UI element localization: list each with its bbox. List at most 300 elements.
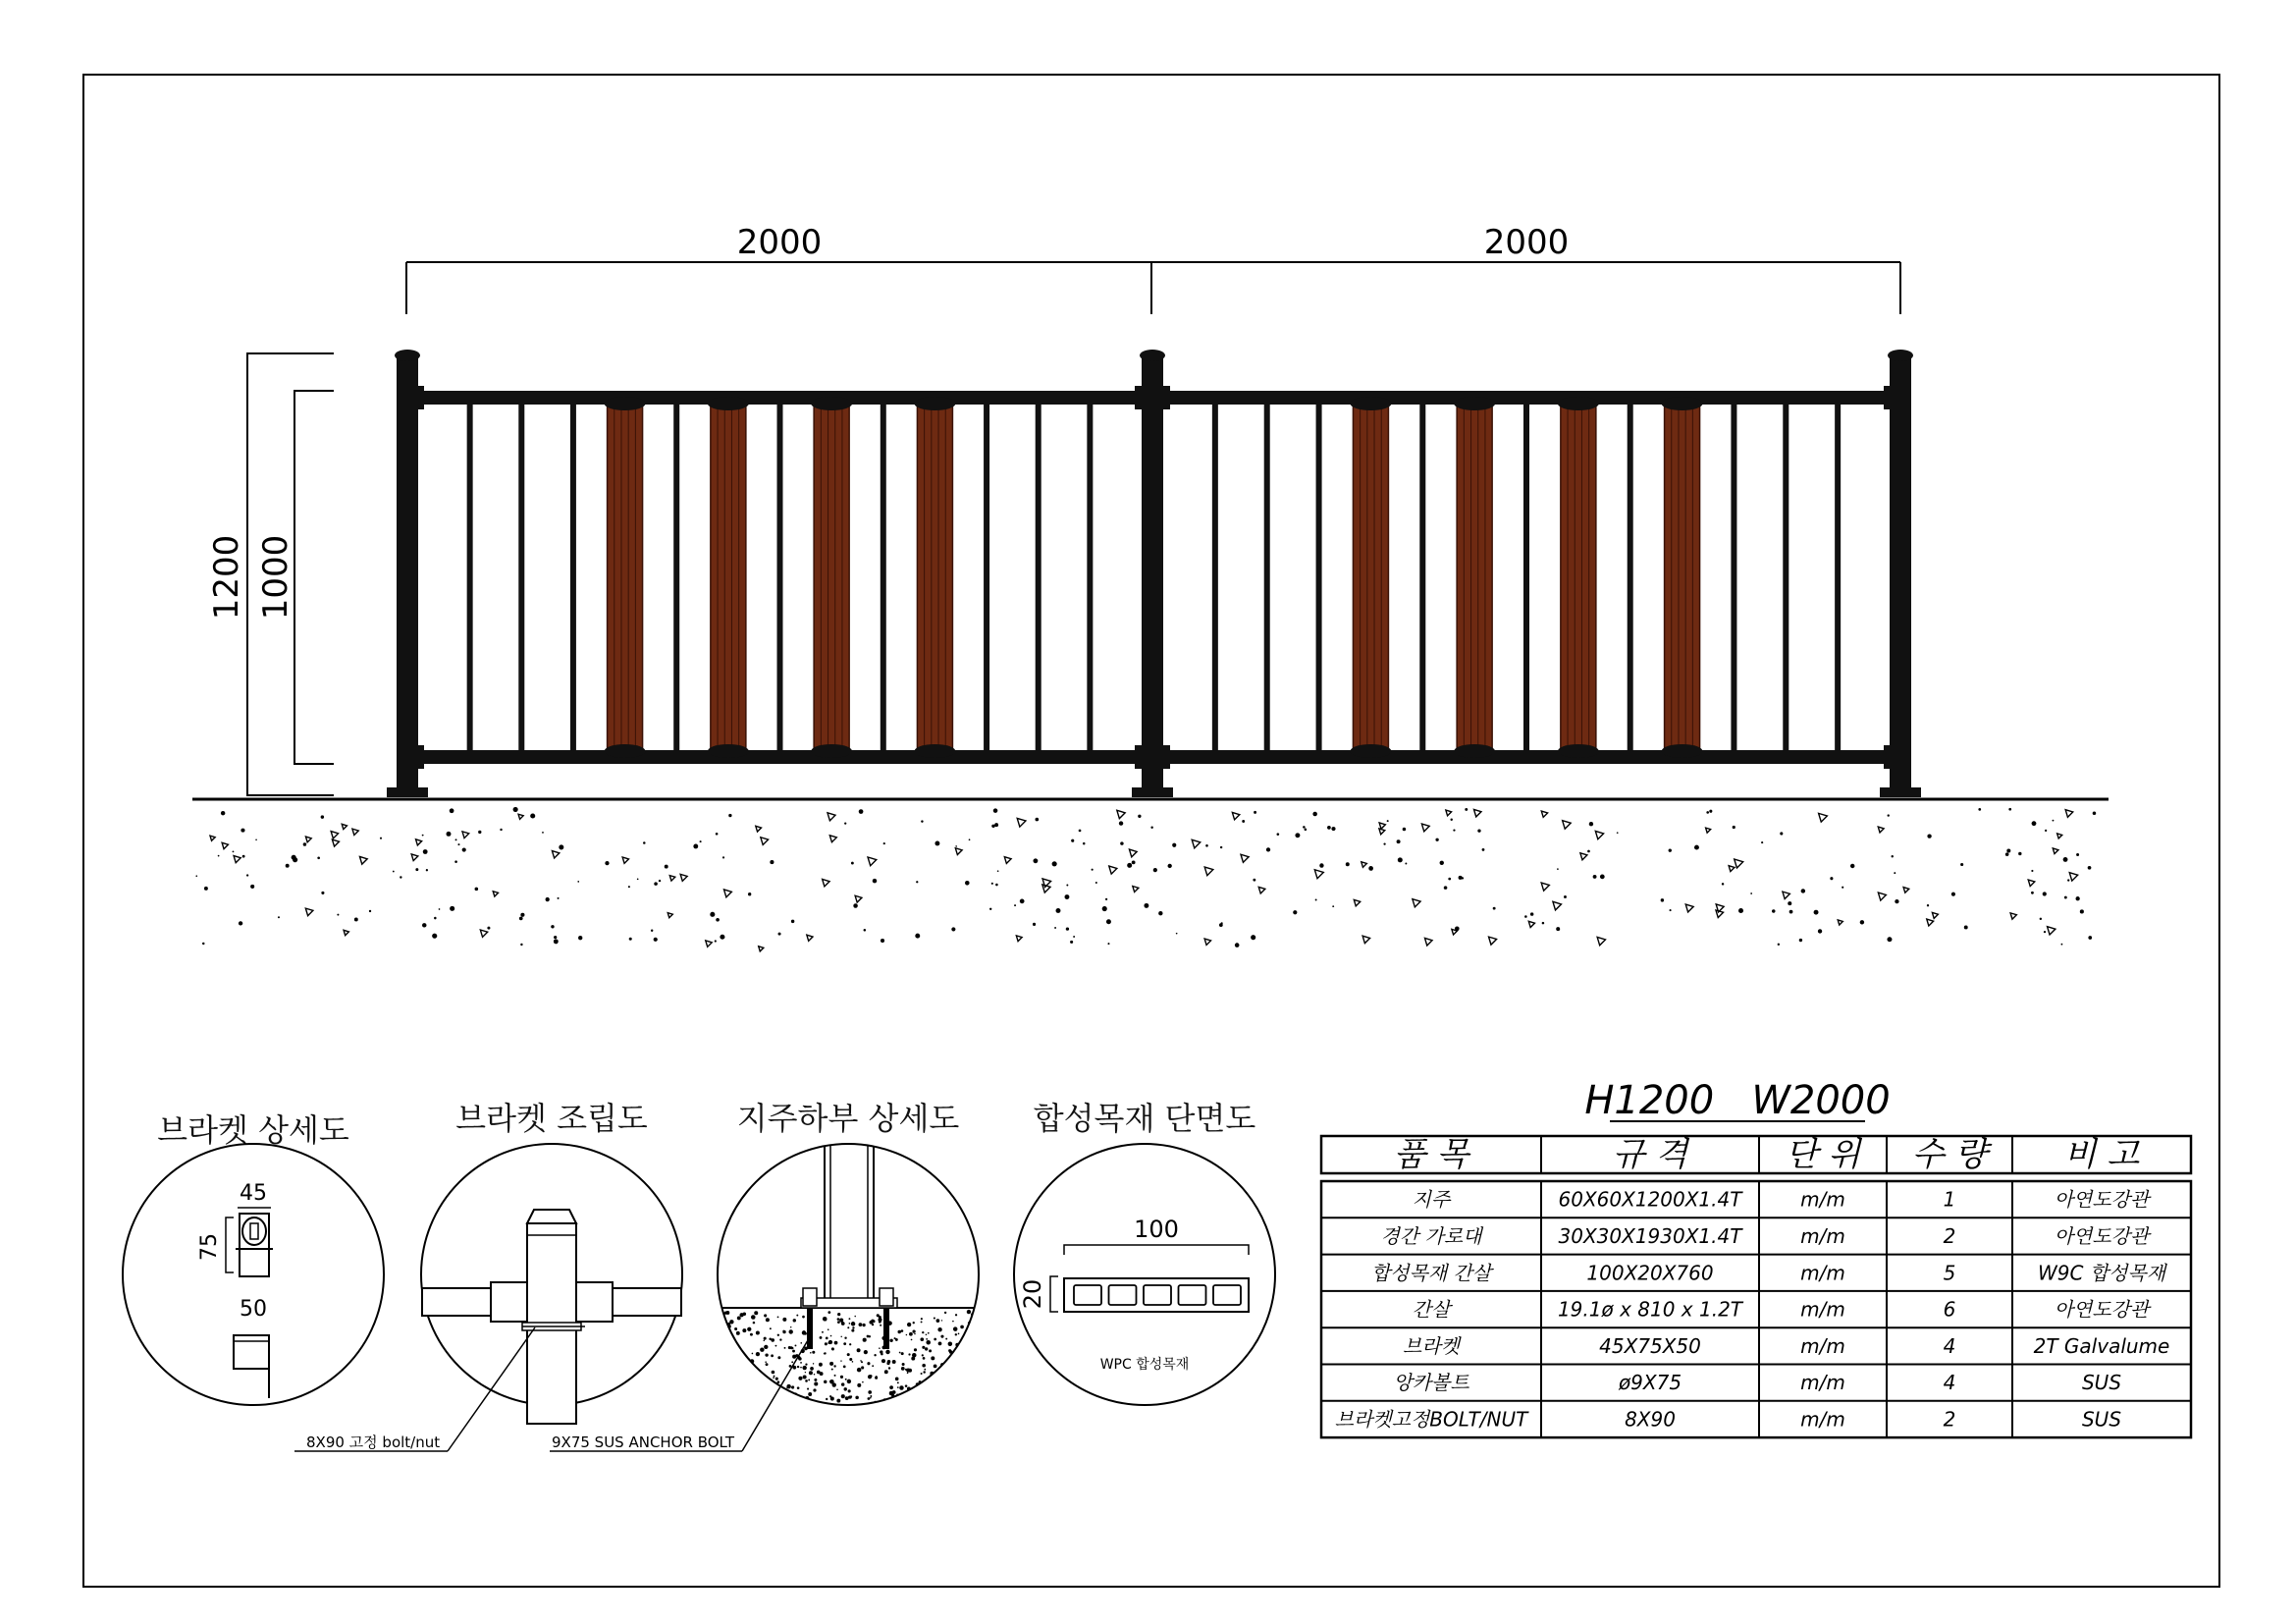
concrete-dot [736,1389,739,1392]
aggregate-dot [997,870,999,872]
concrete-dot [847,1326,849,1328]
aggregate-dot [778,933,781,936]
aggregate-dot [1092,869,1094,871]
concrete-dot [721,1372,723,1374]
concrete-dot [897,1381,899,1383]
concrete-dot [769,1338,772,1341]
concrete-dot [869,1414,872,1417]
concrete-dot [761,1406,763,1408]
aggregate-dot [1107,943,1109,945]
aggregate-stone [761,838,769,845]
aggregate-dot [1205,844,1208,847]
steel-picket [1316,405,1322,750]
concrete-dot [895,1417,898,1420]
aggregate-dot [1014,904,1016,906]
aggregate-dot [1020,899,1025,904]
concrete-dot [751,1370,754,1373]
aggregate-dot [2043,892,2047,895]
aggregate-dot [1888,814,1890,816]
concrete-dot [774,1376,775,1378]
spec-cell: m/m [1800,1261,1845,1285]
concrete-dot [969,1328,971,1330]
concrete-dot [940,1335,943,1338]
aggregate-dot [1073,936,1075,938]
concrete-dot [782,1330,784,1332]
aggregate-dot [859,809,864,814]
concrete-dot [897,1386,899,1388]
concrete-dot [805,1363,807,1365]
concrete-dot [976,1340,979,1343]
concrete-dot [944,1312,946,1314]
concrete-dot [843,1366,846,1369]
concrete-dot [791,1361,793,1363]
concrete-dot [712,1391,716,1395]
spec-text [1335,1135,2170,1431]
aggregate-stone [1528,921,1534,927]
concrete-dot [789,1408,792,1411]
aggregate-dot [542,832,544,834]
concrete-dot [898,1418,900,1420]
aggregate-dot [221,811,225,815]
concrete-dot [831,1369,833,1371]
aggregate-stone [2048,927,2056,935]
concrete-dot [963,1414,967,1418]
aggregate-stone [1204,867,1213,876]
concrete-dot [981,1355,985,1359]
aggregate-dot [1036,818,1040,822]
aggregate-dot [1220,846,1222,848]
span-dimension [406,223,1900,314]
concrete-dot [862,1324,865,1326]
aggregate-dot [1254,811,1256,814]
concrete-dot [928,1396,930,1398]
concrete-dot [810,1352,812,1354]
concrete-dot [958,1410,960,1412]
spec-cell: m/m [1800,1407,1845,1432]
aggregate-dot [426,869,428,871]
spec-cell: SUS [2081,1407,2122,1432]
concrete-dot [978,1354,980,1356]
steel-picket [1212,405,1218,750]
concrete-dot [921,1373,923,1375]
aggregate-dot [1524,915,1527,918]
concrete-dot [814,1374,815,1375]
concrete-dot [765,1354,768,1357]
concrete-dot [849,1358,852,1361]
aggregate-dot [1895,899,1898,903]
concrete-dot [912,1416,915,1419]
aggregate-stone [1241,854,1249,862]
steel-picket [1835,405,1841,750]
concrete-dot [737,1354,739,1356]
aggregate-dot [2032,821,2037,826]
concrete-dot [986,1387,988,1390]
aggregate-dot [2005,852,2009,856]
concrete-dot [800,1367,802,1369]
concrete-dot [809,1412,813,1416]
height-dim-1200: 1200 [207,534,246,621]
concrete-dot [786,1387,787,1388]
concrete-dot [901,1410,903,1412]
aggregate-dot [1818,929,1822,933]
aggregate-dot [1462,877,1464,879]
concrete-dot [764,1337,767,1340]
aggregate-stone [1452,929,1458,935]
concrete-dot [723,1382,726,1385]
aggregate-stone [1541,883,1549,891]
aggregate-stone [1783,892,1789,898]
concrete-dot [857,1368,862,1373]
concrete-dot [775,1378,778,1380]
concrete-dot [718,1354,721,1357]
aggregate-dot [204,887,208,891]
aggregate-dot [1168,864,1172,868]
spec-cell: SUS [2081,1371,2122,1395]
concrete-dot [716,1330,719,1333]
aggregate-dot [500,829,502,831]
aggregate-dot [715,940,717,942]
concrete-dot [764,1395,767,1398]
concrete-dot [892,1360,896,1364]
concrete-dot [872,1365,874,1367]
aggregate-dot [520,913,524,917]
concrete-dot [807,1388,809,1390]
concrete-dot [749,1376,751,1378]
aggregate-dot [1095,882,1097,884]
aggregate-dot [239,921,242,925]
aggregate-dot [1589,822,1593,826]
aggregate-dot [1557,868,1559,870]
wpc-picket [605,397,646,758]
aggregate-dot [1706,811,1709,814]
spec-cell: m/m [1800,1187,1845,1212]
concrete-dot [950,1372,953,1375]
concrete-dot [754,1410,758,1414]
concrete-dot [723,1392,725,1394]
concrete-dot [955,1314,957,1316]
aggregate-stone [667,913,672,918]
aggregate-stone [2065,810,2073,818]
concrete-dot [744,1383,748,1387]
concrete-dot [802,1366,806,1370]
aggregate-dot [1661,898,1664,901]
concrete-dot [790,1326,791,1327]
concrete-dot [851,1322,855,1325]
concrete-dot [949,1363,952,1366]
concrete-dot [797,1386,800,1389]
concrete-dot [813,1388,816,1391]
concrete-dot [949,1403,951,1405]
concrete-dot [943,1374,946,1377]
aggregate-dot [722,856,724,858]
concrete-dot [980,1403,983,1406]
aggregate-dot [2040,918,2042,920]
aggregate-stone [759,947,764,951]
concrete-dot [806,1411,808,1413]
concrete-dot [750,1333,753,1336]
concrete-dot [730,1374,732,1376]
concrete-dot [736,1331,740,1335]
aggregate-stone [1595,831,1603,839]
aggregate-dot [1303,826,1306,829]
concrete-dot [899,1352,901,1354]
concrete-dot [953,1369,957,1373]
aggregate-dot [693,844,698,849]
concrete-dot [926,1333,928,1335]
aggregate-dot [380,838,382,839]
concrete-dot [870,1375,873,1378]
concrete-dot [823,1317,828,1322]
concrete-dot [952,1321,954,1323]
concrete-dot [978,1346,980,1348]
concrete-dot [799,1409,802,1412]
concrete-dot [711,1328,713,1330]
aggregate-dot [1102,906,1107,911]
aggregate-dot [1750,893,1752,894]
aggregate-dot [255,839,257,840]
aggregate-dot [1564,895,1567,898]
concrete-dot [774,1407,776,1410]
wpc-cell [1213,1285,1241,1305]
concrete-dot [781,1406,785,1410]
concrete-dot [922,1331,924,1333]
concrete-dot [712,1357,715,1360]
aggregate-stone [1004,857,1011,864]
concrete-dot [921,1321,923,1323]
aggregate-dot [1600,874,1605,879]
spec-cell: 아연도강관 [2054,1297,2150,1322]
concrete-dot [965,1367,966,1368]
aggregate-dot [1951,893,1955,896]
concrete-dot [957,1358,961,1362]
aggregate-stone [234,856,240,863]
concrete-dot [722,1373,725,1376]
steel-picket [1036,405,1041,750]
spec-cell: 45X75X50 [1599,1333,1701,1358]
concrete-dot [950,1371,953,1374]
span-dim-left: 2000 [736,223,823,262]
aggregate-stone [868,857,877,866]
concrete-dot [756,1352,760,1356]
concrete-dot [890,1413,894,1417]
aggregate-dot [1387,820,1389,822]
concrete-dot [943,1399,947,1403]
aggregate-stone [855,895,862,902]
concrete-dot [875,1377,878,1380]
concrete-dot [960,1325,964,1329]
aggregate-dot [2080,909,2084,913]
concrete-dot [822,1331,824,1333]
aggregate-dot [1176,933,1178,935]
aggregate-dot [965,881,970,886]
aggregate-dot [1778,944,1780,946]
concrete-dot [746,1388,748,1390]
concrete-dot [847,1353,850,1356]
spec-cell: 1 [1943,1187,1956,1212]
spec-cell: ø9X75 [1618,1371,1682,1395]
concrete-dot [975,1387,978,1390]
concrete-dot [802,1316,805,1319]
aggregate-dot [1295,833,1300,838]
concrete-dot [959,1358,963,1362]
aggregate-dot [1033,923,1036,926]
concrete-dot [979,1328,983,1332]
spec-cell: 합성목재 간살 [1370,1261,1492,1285]
spec-cell: 30X30X1930X1.4T [1558,1223,1742,1248]
aggregate-dot [2076,853,2079,856]
concrete-dot [971,1345,973,1347]
aggregate-stone [342,824,347,829]
aggregate-stone [2057,834,2062,839]
concrete-dot [911,1394,913,1396]
aggregate-dot [1105,898,1107,900]
aggregate-stone [2010,913,2016,919]
aggregate-dot [1493,907,1496,910]
concrete-dot [728,1378,730,1380]
concrete-dot [848,1412,851,1415]
aggregate-dot [1405,863,1407,865]
aggregate-stone [1563,821,1572,830]
concrete-dot [774,1396,776,1398]
concrete-dot [931,1356,934,1360]
aggregate-dot [1444,886,1448,890]
concrete-dot [922,1364,926,1368]
aggregate-stone [1425,938,1433,946]
concrete-dot [812,1351,815,1354]
aggregate-dot [1960,863,1963,866]
aggregate-dot [1070,941,1073,944]
aggregate-dot [369,910,371,912]
aggregate-dot [955,845,957,847]
aggregate-dot [770,860,774,864]
concrete-dot [953,1372,955,1374]
concrete-dot [744,1409,746,1411]
aggregate-dot [457,843,459,845]
aggregate-dot [993,808,998,813]
aggregate-stone [1379,829,1385,835]
concrete-dot [802,1416,806,1420]
concrete-dot [775,1345,777,1347]
aggregate-dot [1761,841,1763,843]
concrete-dot [817,1371,821,1375]
concrete-dot [760,1347,764,1351]
aggregate-stone [1932,912,1938,918]
wpc-picket [708,397,749,758]
concrete-dot [777,1334,779,1336]
aggregate-dot [651,930,653,932]
concrete-dot [711,1312,715,1316]
concrete-dot [789,1365,792,1368]
concrete-dot [722,1366,725,1369]
spec-cell: 100X20X760 [1586,1261,1714,1285]
spec-cell: m/m [1800,1297,1845,1322]
aggregate-dot [242,855,245,858]
concrete-dot [841,1322,843,1324]
spec-cell: 6 [1943,1297,1956,1322]
aggregate-stone [1258,887,1265,893]
concrete-dot [751,1392,753,1394]
concrete-dot [880,1325,881,1326]
aggregate-dot [1054,927,1056,929]
concrete-dot [980,1314,984,1318]
steel-picket [1783,405,1789,750]
concrete-dot [904,1399,908,1403]
aggregate-dot [1346,862,1350,866]
aggregate-dot [240,829,244,833]
aggregate-dot [1670,909,1672,911]
aggregate-dot [1305,828,1308,831]
steel-picket [1523,405,1529,750]
concrete-dot [947,1412,949,1414]
aggregate-dot [1331,827,1335,831]
concrete-dot [870,1397,872,1399]
concrete-dot [912,1329,915,1332]
concrete-dot [740,1409,743,1412]
spec-cell: W9C 합성목재 [2037,1261,2166,1285]
bracket-dim-75: 75 [197,1233,222,1261]
aggregate-dot [1830,877,1833,880]
aggregate-dot [530,813,535,818]
concrete-dot [870,1412,873,1415]
aggregate-dot [218,855,220,857]
steel-picket [673,405,679,750]
concrete-dot [970,1341,972,1343]
aggregate-dot [1327,826,1331,830]
concrete-dot [764,1345,768,1349]
concrete-dot [955,1383,957,1385]
concrete-dot [766,1363,769,1366]
detail-title-assembly: 브라켓 조립도 [455,1100,648,1137]
concrete-dot [764,1340,765,1341]
aggregate-stone [305,837,311,842]
concrete-dot [931,1385,933,1387]
aggregate-dot [991,883,993,885]
concrete-dot [729,1320,733,1324]
concrete-dot [719,1405,722,1409]
aggregate-dot [1052,861,1057,866]
aggregate-stone [222,842,228,848]
aggregate-stone [807,935,813,941]
aggregate-stone [518,814,523,819]
aggregate-dot [233,850,235,852]
concrete-dot [861,1366,864,1369]
callout-anchor-bolt: 9X75 SUS ANCHOR BOLT [552,1434,734,1451]
aggregate-stone [1421,824,1429,832]
concrete-dot [960,1351,964,1355]
concrete-dot [782,1412,784,1414]
aggregate-stone [1927,919,1934,926]
spec-cell: m/m [1800,1223,1845,1248]
aggregate-stone [344,930,348,935]
concrete-dot [961,1387,965,1391]
concrete-dot [933,1400,936,1404]
aggregate-dot [354,918,358,922]
spec-cell: 60X60X1200X1.4T [1558,1187,1742,1212]
aggregate-dot [286,864,290,868]
concrete-dot [849,1343,851,1345]
concrete-dot [902,1363,905,1366]
spec-cell: 앙카볼트 [1393,1371,1469,1395]
aggregate-dot [1153,868,1157,872]
concrete-dot [930,1400,932,1402]
concrete-dot [971,1407,974,1410]
concrete-dot [914,1348,917,1351]
concrete-dot [808,1417,812,1421]
aggregate-dot [1722,883,1724,885]
aggregate-dot [921,820,923,822]
aggregate-stone [1042,885,1050,893]
concrete-dot [968,1375,971,1378]
